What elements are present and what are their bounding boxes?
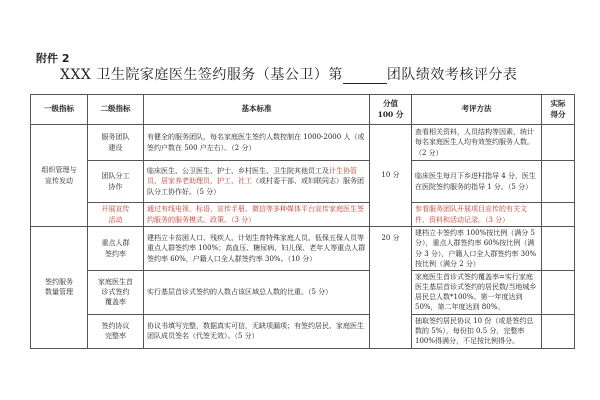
page-title	[60, 64, 580, 84]
header-level1: 一级指标	[31, 95, 88, 125]
header-standard: 基本标准	[144, 95, 370, 125]
standard-text: 临床医生、公卫医生、护士、乡村医生、卫生院其他员工及	[147, 167, 329, 176]
level2-cell: 开展宣传 活动	[88, 203, 144, 227]
level2-cell: 重点人群 签约率	[88, 227, 144, 271]
actual-score-cell[interactable]	[542, 314, 575, 348]
table-row	[31, 125, 575, 161]
header-score: 分值 100 分	[370, 95, 412, 125]
method-cell: 家庭医生首诊式签约覆盖率=实行家庭医生基层首诊式签约的居民数/当地城乡居民总人数*100%。第一年度达到 50%，第二年度达到 80%。	[412, 271, 542, 315]
method-cell: 抽取签约居民协议 10 份（或是签约总数的 5%），每份扣 0.5 分，完整率 100%得满分，不足按比例得分。	[412, 314, 542, 348]
level2-cell: 签约协议 完整率	[88, 314, 144, 348]
title-suffix: 团队绩效考核评分表	[386, 67, 518, 83]
score-cell: 10 分	[370, 125, 412, 227]
standard-text-tail: （或村委干部、或妇联同志）服务团队分工协作好。（5 分）	[147, 177, 364, 196]
method-cell: 参看服务团队开展项目宣传的有关文件、资料和活动记录。（3 分）	[412, 203, 542, 227]
actual-score-cell[interactable]	[542, 227, 575, 271]
table-row	[31, 271, 575, 315]
method-cell: 查看相关资料，人员结构等因素，统计每名家庭医生人均有效签约服务人数。（2 分）	[412, 125, 542, 161]
table-header-row	[31, 95, 575, 125]
table-row	[31, 314, 575, 348]
standard-cell: 通过有线电视、标语、宣传手册、微信等多种媒体平台宣传家庭医生签约服务的服务模式、政策。（3 分）	[144, 203, 370, 227]
actual-score-cell[interactable]	[542, 203, 575, 227]
level2-cell: 团队分工 协作	[88, 161, 144, 203]
standard-cell: 有健全的服务团队，每名家庭医生签约人数控制在 1000-2000 人（或签约户数在 500 户左右）。（2 分）	[144, 125, 370, 161]
method-cell: 建档立卡签约率 100%按比例（满分 5 分），重点人群签约率 60%按比例（满分 3 分），户籍人口全人群签约率 30%按比例（满分 2 分）	[412, 227, 542, 271]
header-level2: 二级指标	[88, 95, 144, 125]
level2-cell: 家庭医生首 诊式签约 覆盖率	[88, 271, 144, 315]
evaluation-table	[30, 94, 575, 349]
level1-cell: 组织管理与 宣传发动	[31, 125, 88, 227]
header-actual-score: 实际 得分	[542, 95, 575, 125]
standard-cell: 实行基层首诊式签约的人数占该区域总人数的比重。（5 分）	[144, 271, 370, 315]
title-prefix: XXX 卫生院家庭医生签约服务（基公卫）第	[60, 67, 343, 83]
standard-cell: 建档立卡贫困人口、残疾人、计划生育特殊家庭人员、低保五保人员等重点人群签约率 100%；高血压、糖尿病、妇儿保、老年人等重点人群签约率 60%，户籍人口全人群签约率 30%。（10 分）	[144, 227, 370, 271]
method-cell: 临床医生每月下乡进村指导 4 分，医生在医院签约服务的指导 1 分。（5 分）	[412, 161, 542, 203]
table-row	[31, 203, 575, 227]
standard-highlight-text: 计生协管员、居家养老助理员、护工、社工	[147, 167, 357, 186]
level1-cell: 签约服务 数量管理	[31, 227, 88, 349]
header-method: 考评方法	[412, 95, 542, 125]
standard-cell: 协议书填写完整，数据真实可信，无缺项漏项；有签约居民、家庭医生团队成员签名（代签无效）。（5 分）	[144, 314, 370, 348]
score-cell: 20 分	[370, 227, 412, 349]
standard-cell	[144, 161, 370, 203]
actual-score-cell[interactable]	[542, 161, 575, 203]
level2-cell: 服务团队 建设	[88, 125, 144, 161]
table-row	[31, 161, 575, 203]
title-blank-underline	[343, 71, 387, 84]
actual-score-cell[interactable]	[542, 125, 575, 161]
table-row	[31, 227, 575, 271]
attachment-label: 附件 2	[36, 52, 70, 65]
actual-score-cell[interactable]	[542, 271, 575, 315]
